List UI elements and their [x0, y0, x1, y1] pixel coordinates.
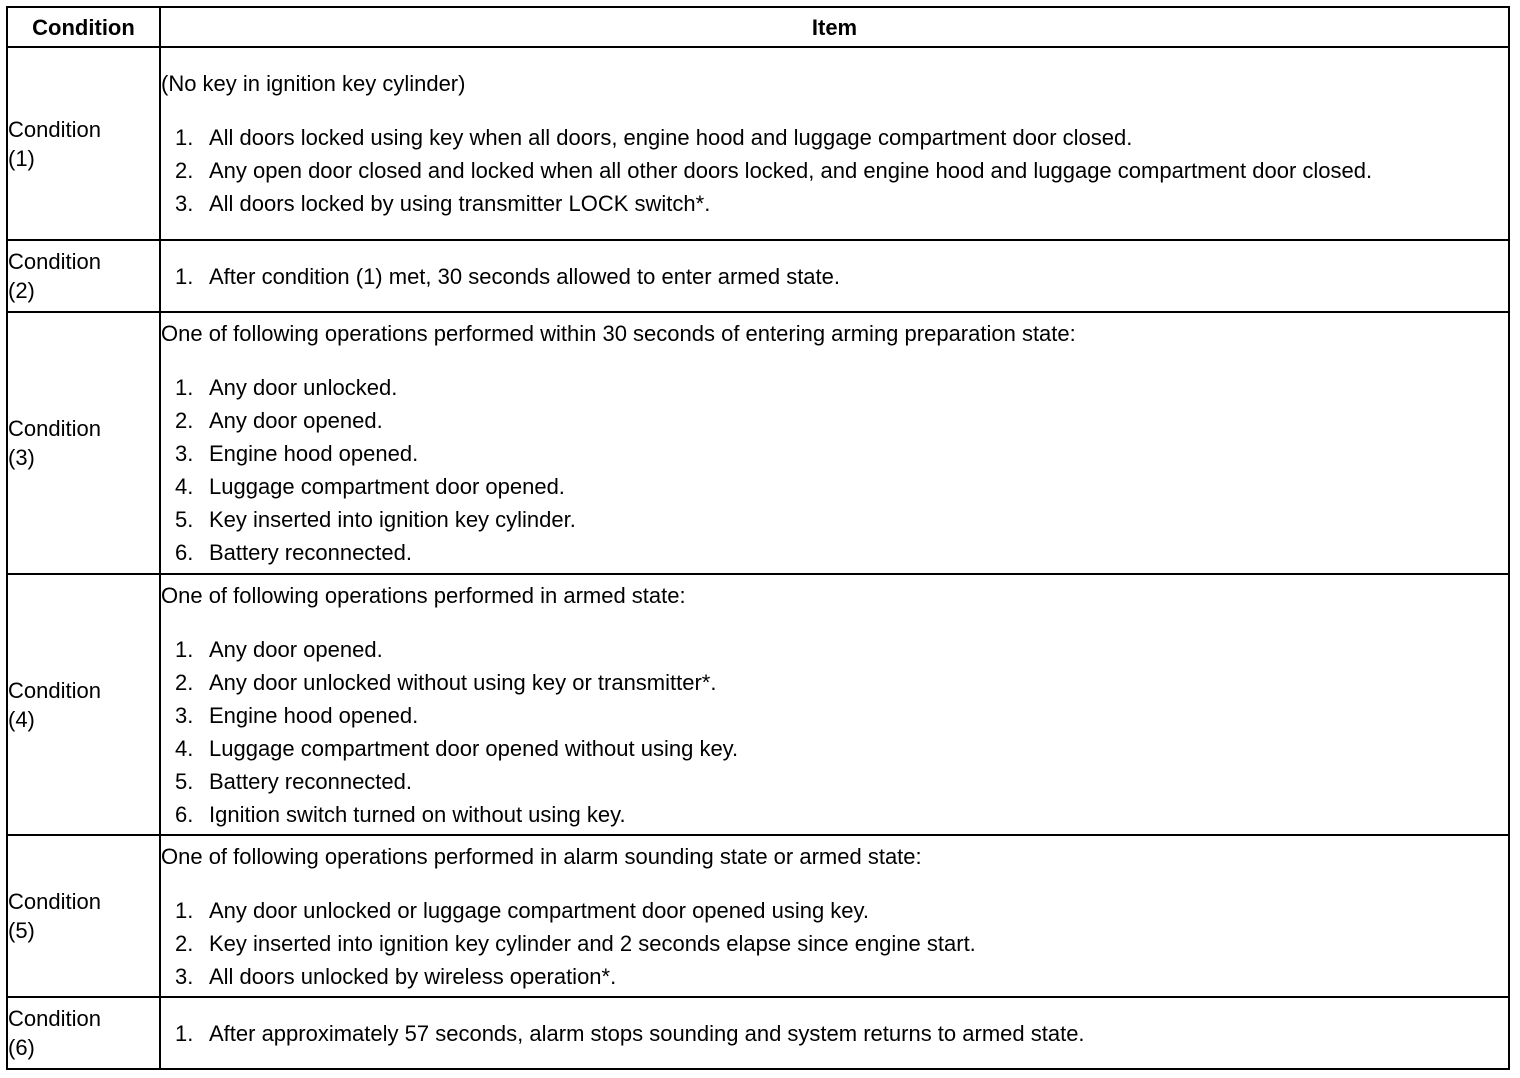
- list-item-number: 3.: [175, 191, 194, 216]
- item-list: [161, 373, 1508, 567]
- list-item-text: Battery reconnected.: [209, 540, 413, 565]
- item-list: [161, 1019, 1508, 1048]
- list-item: [161, 538, 1508, 567]
- condition-cell: [7, 835, 160, 997]
- item-list: [161, 896, 1508, 991]
- list-item-number: 2.: [175, 158, 194, 183]
- item-intro: One of following operations performed in alarm sounding state or armed state:: [161, 843, 922, 869]
- list-item-text: All doors locked by using transmitter LOCK switch*.: [209, 191, 711, 216]
- list-item-number: 2.: [175, 408, 194, 433]
- item-cell: [160, 835, 1509, 997]
- list-item-number: 4.: [175, 735, 194, 761]
- list-item-number: 2.: [175, 669, 194, 695]
- item-intro: One of following operations performed within 30 seconds of entering arming preparation state:: [161, 321, 1076, 346]
- list-item: [161, 929, 1508, 958]
- list-item-number: 6.: [175, 801, 194, 827]
- list-item: [161, 734, 1508, 763]
- list-item-text: Luggage compartment door opened without using key.: [209, 735, 739, 761]
- list-item-number: 3.: [175, 702, 194, 728]
- list-item-number: 3.: [175, 441, 194, 466]
- list-item: [161, 123, 1508, 152]
- list-item-text: Any door unlocked.: [209, 375, 398, 400]
- list-item-text: Any door unlocked or luggage compartment door opened using key.: [209, 897, 870, 923]
- list-item-number: 5.: [175, 507, 194, 532]
- table-header-row: [7, 7, 1509, 47]
- header-condition: Condition: [7, 7, 160, 47]
- conditions-table: [6, 6, 1510, 1070]
- list-item: [161, 962, 1508, 991]
- condition-cell: [7, 997, 160, 1069]
- list-item: [161, 406, 1508, 435]
- list-item-text: Any door opened.: [209, 408, 383, 433]
- item-intro: One of following operations performed in armed state:: [161, 582, 686, 608]
- list-item-text: Engine hood opened.: [209, 702, 419, 728]
- item-intro: (No key in ignition key cylinder): [161, 71, 466, 96]
- item-cell: [160, 997, 1509, 1069]
- list-item-text: Any door unlocked without using key or transmitter*.: [209, 669, 717, 695]
- list-item-text: All doors locked using key when all doors, engine hood and luggage compartment door closed.: [209, 125, 1133, 150]
- list-item-text: Key inserted into ignition key cylinder and 2 seconds elapse since engine start.: [209, 930, 976, 956]
- list-item: [161, 472, 1508, 501]
- condition-label: Condition: [8, 116, 101, 142]
- list-item-number: 6.: [175, 540, 194, 565]
- list-item: [161, 767, 1508, 796]
- condition-label: Condition: [8, 677, 101, 703]
- list-item: [161, 373, 1508, 402]
- item-list: [161, 635, 1508, 829]
- list-item: [161, 1019, 1508, 1048]
- condition-label: Condition: [8, 889, 101, 914]
- list-item-text: Any door opened.: [209, 636, 383, 662]
- list-item-text: Ignition switch turned on without using key.: [209, 801, 626, 827]
- item-cell: [160, 240, 1509, 312]
- condition-cell: [7, 312, 160, 574]
- list-item-text: Luggage compartment door opened.: [209, 474, 565, 499]
- list-item-text: Engine hood opened.: [209, 441, 419, 466]
- item-list: [161, 262, 1508, 291]
- list-item: [161, 668, 1508, 697]
- item-list: [161, 123, 1508, 218]
- condition-number: (6): [8, 1035, 35, 1060]
- condition-number: (5): [8, 918, 35, 943]
- list-item-number: 2.: [175, 930, 194, 956]
- list-item: [161, 156, 1508, 185]
- condition-number: (4): [8, 706, 35, 732]
- list-item-number: 1.: [175, 375, 194, 400]
- list-item-text: All doors unlocked by wireless operation*.: [209, 963, 617, 989]
- condition-number: (1): [8, 145, 35, 171]
- table-row: [7, 997, 1509, 1069]
- item-cell: [160, 312, 1509, 574]
- list-item: [161, 189, 1508, 218]
- condition-label: Condition: [8, 1006, 101, 1031]
- table-row: [7, 312, 1509, 574]
- list-item-number: 1.: [175, 636, 194, 662]
- list-item-number: 4.: [175, 474, 194, 499]
- list-item-text: Battery reconnected.: [209, 768, 413, 794]
- list-item-number: 1.: [175, 125, 194, 150]
- list-item-number: 5.: [175, 768, 194, 794]
- list-item-number: 1.: [175, 1020, 194, 1046]
- table-row: [7, 835, 1509, 997]
- table-row: [7, 574, 1509, 835]
- list-item-number: 3.: [175, 963, 194, 989]
- condition-cell: [7, 240, 160, 312]
- list-item-text: Any open door closed and locked when all other doors locked, and engine hood and luggage compartment door closed.: [209, 158, 1373, 183]
- condition-label: Condition: [8, 416, 101, 441]
- table-row: [7, 47, 1509, 240]
- item-cell: [160, 47, 1509, 240]
- condition-cell: [7, 574, 160, 835]
- list-item: [161, 701, 1508, 730]
- list-item: [161, 439, 1508, 468]
- condition-number: (3): [8, 445, 35, 470]
- list-item-text: After condition (1) met, 30 seconds allowed to enter armed state.: [209, 263, 840, 289]
- condition-number: (2): [8, 278, 35, 303]
- header-item: Item: [160, 7, 1509, 47]
- list-item: [161, 896, 1508, 925]
- condition-label: Condition: [8, 249, 101, 274]
- list-item: [161, 635, 1508, 664]
- condition-cell: [7, 47, 160, 240]
- item-cell: [160, 574, 1509, 835]
- list-item-number: 1.: [175, 263, 194, 289]
- table-row: [7, 240, 1509, 312]
- list-item-number: 1.: [175, 897, 194, 923]
- list-item-text: After approximately 57 seconds, alarm stops sounding and system returns to armed state.: [209, 1020, 1085, 1046]
- table-body: [7, 47, 1509, 1069]
- list-item: [161, 505, 1508, 534]
- list-item: [161, 262, 1508, 291]
- list-item-text: Key inserted into ignition key cylinder.: [209, 507, 576, 532]
- list-item: [161, 800, 1508, 829]
